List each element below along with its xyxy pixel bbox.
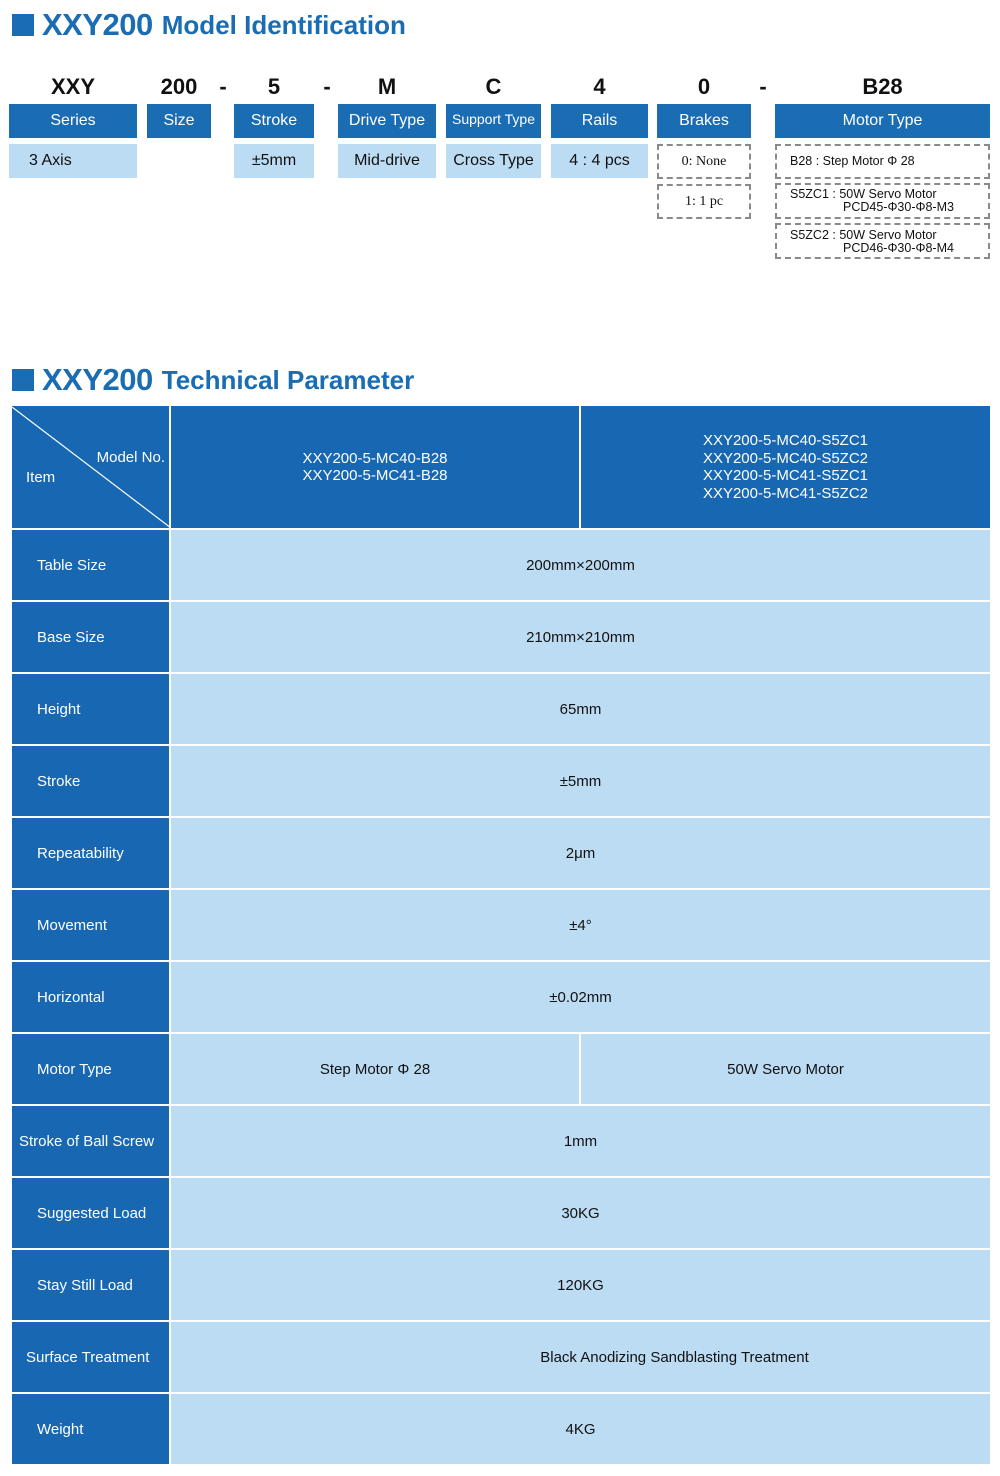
row-label: Repeatability <box>11 817 170 889</box>
motor-option-line1: S5ZC1 : 50W Servo Motor <box>790 187 937 201</box>
value-series: 3 Axis <box>9 144 137 178</box>
row-label: Surface Treatment <box>11 1321 170 1393</box>
header-size: Size <box>147 104 211 138</box>
motor-option-line1: S5ZC2 : 50W Servo Motor <box>790 228 937 242</box>
code-motor-type: B28 <box>862 74 903 99</box>
table-row <box>11 817 991 889</box>
table-row <box>11 673 991 745</box>
table-row <box>11 1249 991 1321</box>
value-drive-type: Mid-drive <box>338 144 436 178</box>
model-number: XXY200-5-MC40-B28 <box>302 449 448 467</box>
row-label: Movement <box>11 889 170 961</box>
diagonal-line <box>12 407 169 528</box>
model-number: XXY200-5-MC41-S5ZC1 <box>702 467 869 484</box>
model-number: XXY200-5-MC40-S5ZC2 <box>702 449 869 467</box>
code-stroke: 5 <box>267 74 281 99</box>
model-number: XXY200-5-MC40-S5ZC1 <box>702 432 869 449</box>
row-value: 65mm <box>170 673 991 745</box>
brake-option: 1: 1 pc <box>657 184 751 219</box>
brake-option: 0: None <box>657 144 751 179</box>
table-row <box>11 529 991 601</box>
table-row <box>11 601 991 673</box>
table-header-row <box>11 405 991 529</box>
table-row <box>11 745 991 817</box>
model-no-label: Model No. <box>96 448 165 466</box>
code-dash: - <box>759 74 767 99</box>
row-value: Step Motor Φ 28 <box>170 1033 580 1105</box>
code-rails: 4 <box>593 74 606 99</box>
code-size: 200 <box>160 74 198 99</box>
row-label: Stay Still Load <box>11 1249 170 1321</box>
table-row <box>11 1033 991 1105</box>
row-label: Table Size <box>11 529 170 601</box>
row-value: ±0.02mm <box>170 961 991 1033</box>
row-label: Height <box>11 673 170 745</box>
row-label: Weight <box>11 1393 170 1465</box>
title-square-icon <box>12 369 34 391</box>
row-label: Stroke of Ball Screw <box>11 1105 170 1177</box>
row-value: 30KG <box>170 1177 991 1249</box>
row-value: 2μm <box>170 817 991 889</box>
title-text: Technical Parameter <box>161 364 415 395</box>
motor-option-line2: PCD46-Φ30-Φ8-M4 <box>843 241 954 255</box>
row-value: ±5mm <box>170 745 991 817</box>
code-support-type: C <box>485 74 502 99</box>
model-number: XXY200-5-MC41-B28 <box>302 467 448 484</box>
row-label: Base Size <box>11 601 170 673</box>
code-series: XXY <box>50 74 96 99</box>
header-support-type: Support Type <box>446 104 541 138</box>
code-brakes: 0 <box>697 74 711 99</box>
motor-option <box>775 183 990 219</box>
title-model: XXY200 <box>42 362 153 397</box>
header-drive-type: Drive Type <box>338 104 436 138</box>
code-drive-type: M <box>377 74 397 99</box>
motor-option <box>775 144 990 179</box>
table-row <box>11 889 991 961</box>
row-label: Horizontal <box>11 961 170 1033</box>
header-stroke: Stroke <box>234 104 314 138</box>
row-value: 200mm×200mm <box>170 529 991 601</box>
title-text: Model Identification <box>161 9 406 40</box>
row-value: ±4° <box>170 889 991 961</box>
row-value: 210mm×210mm <box>170 601 991 673</box>
table-row <box>11 1393 991 1465</box>
motor-option-line1: B28 : Step Motor Φ 28 <box>790 154 915 168</box>
row-label: Motor Type <box>11 1033 170 1105</box>
header-brakes: Brakes <box>657 104 751 138</box>
header-series: Series <box>9 104 137 138</box>
model-column-2 <box>580 405 991 529</box>
row-value: 120KG <box>170 1249 991 1321</box>
model-number: XXY200-5-MC41-S5ZC2 <box>702 484 869 502</box>
technical-parameter-title <box>12 360 414 400</box>
technical-parameter-table <box>10 404 992 1466</box>
item-label: Item <box>26 468 56 486</box>
row-label: Stroke <box>11 745 170 817</box>
title-square-icon <box>12 14 34 36</box>
table-row <box>11 961 991 1033</box>
code-dash: - <box>323 74 331 99</box>
diagonal-header-cell <box>11 405 170 529</box>
model-identification-title <box>12 5 406 45</box>
value-rails: 4 : 4 pcs <box>551 144 648 178</box>
motor-option-line2: PCD45-Φ30-Φ8-M3 <box>843 200 954 214</box>
code-dash: - <box>219 74 227 99</box>
value-support-type: Cross Type <box>446 144 541 178</box>
row-value: 50W Servo Motor <box>580 1033 991 1105</box>
table-row <box>11 1177 991 1249</box>
table-row <box>11 1321 991 1393</box>
header-motor-type: Motor Type <box>775 104 990 138</box>
value-stroke: ±5mm <box>234 144 314 178</box>
row-value: 1mm <box>170 1105 991 1177</box>
title-model: XXY200 <box>42 7 153 42</box>
row-value: Black Anodizing Sandblasting Treatment <box>170 1321 991 1393</box>
model-column-1 <box>170 405 580 529</box>
header-rails: Rails <box>551 104 648 138</box>
table-row <box>11 1105 991 1177</box>
row-label: Suggested Load <box>11 1177 170 1249</box>
row-value: 4KG <box>170 1393 991 1465</box>
motor-option <box>775 223 990 259</box>
